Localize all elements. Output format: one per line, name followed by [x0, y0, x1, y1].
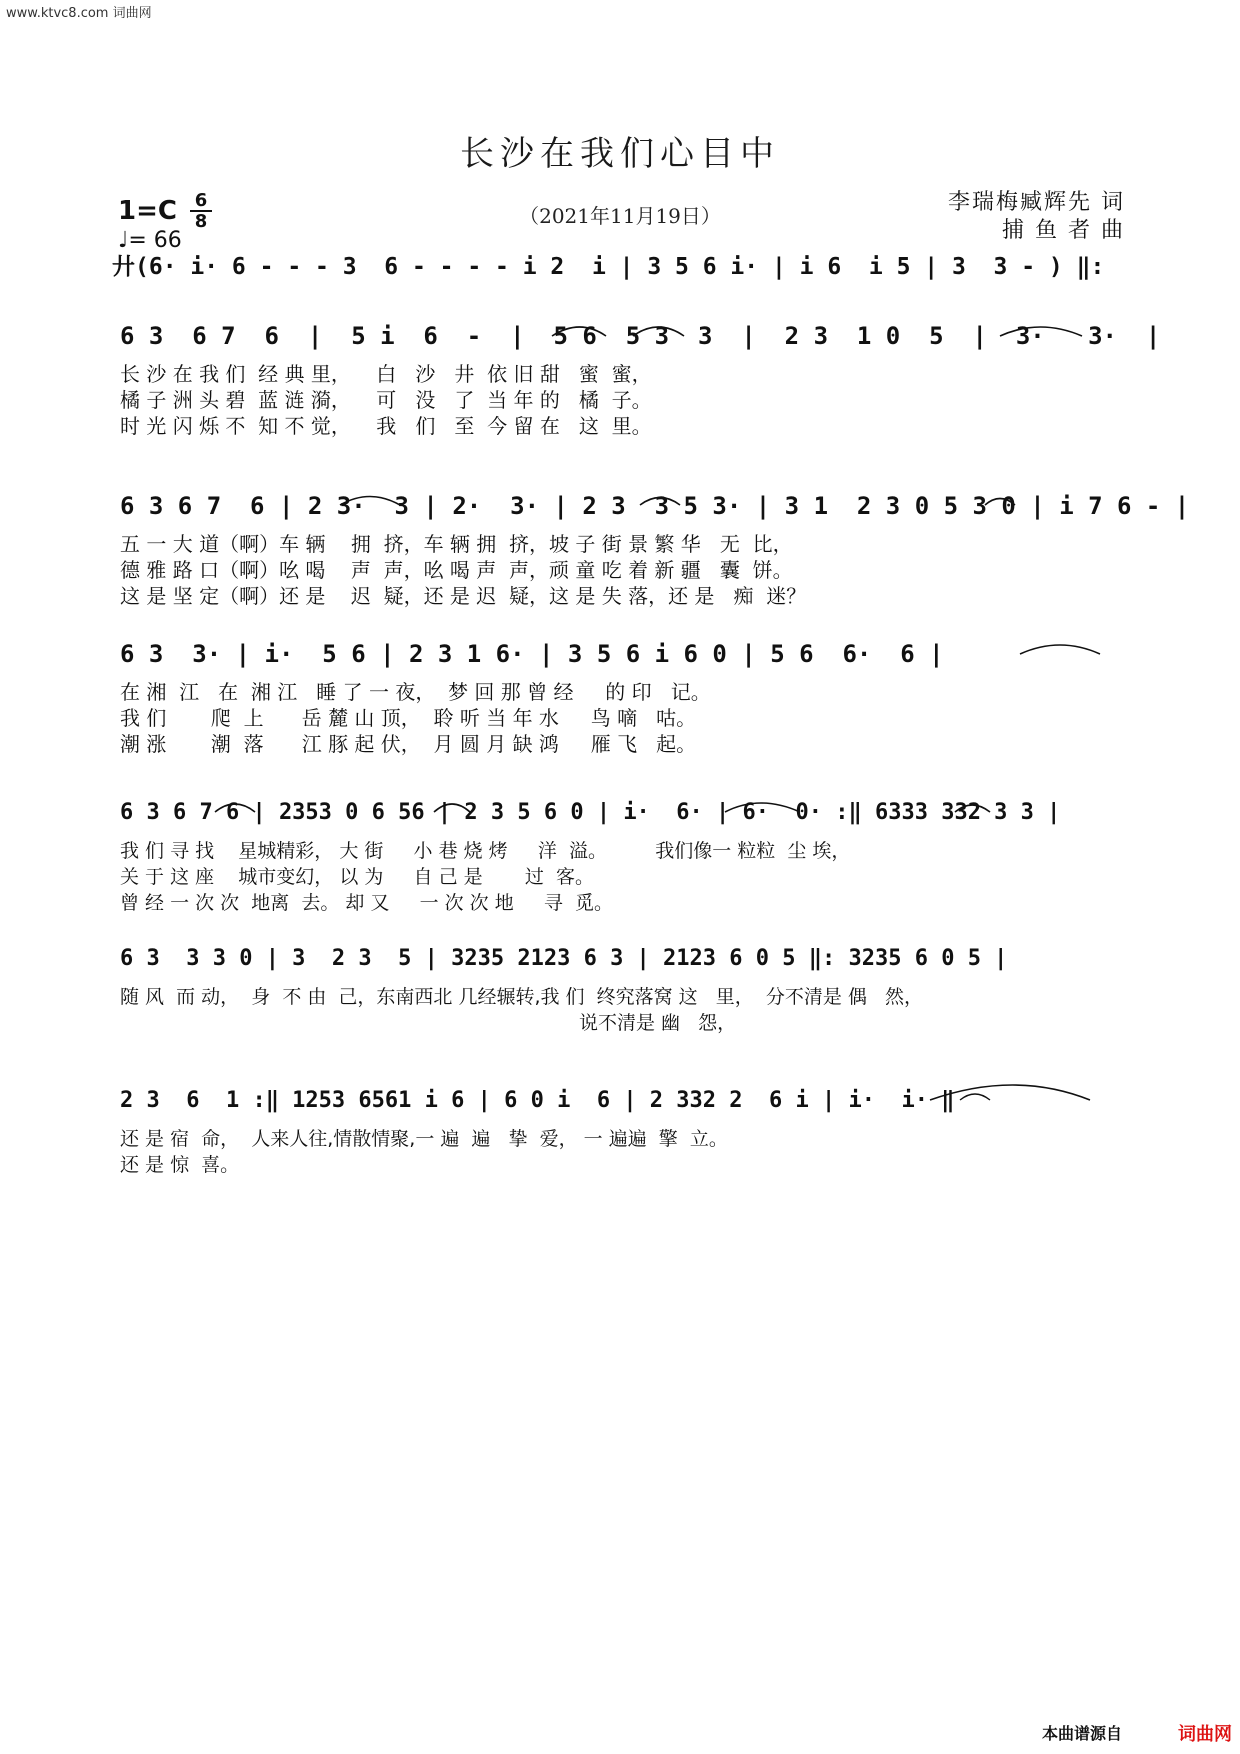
- footer-logo: 词曲网: [1178, 1724, 1232, 1745]
- composition-date: （2021年11月19日）: [519, 204, 721, 228]
- time-sig-top: 6: [194, 190, 208, 211]
- lyric-row-4-verse-3: 曾 经 一 次 次 地离 去。 却 又 一 次 次 地 寻 觅。: [120, 892, 613, 914]
- notation-row-intro: 廾(6· i· 6 - - - 3 6 - - - - i 2 i | 3 5 6 i· | i 6 i 5 | 3 3 - ) ‖:: [112, 254, 1105, 280]
- notation-row-5: 6 3 3 3 0 | 3 2 3 5 | 3235 2123 6 3 | 2123 6 0 5 ‖: 3235 6 0 5 |: [120, 946, 1008, 971]
- notation-row-1: 6 3 6 7 6 | 5 i 6 - | 5 6 5 3 3 | 2 3 1 0 5 | 3· 3· |: [120, 322, 1161, 350]
- composer-credit: 捕 鱼 者 曲: [1002, 218, 1125, 243]
- lyric-row-3-verse-2: 我 们 爬 上 岳 麓 山 顶， 聆 听 当 年 水 鸟 嘀 咕。: [120, 706, 697, 730]
- lyric-row-1-verse-3: 时 光 闪 烁 不 知 不 觉， 我 们 至 今 留 在 这 里。: [120, 414, 652, 438]
- lyric-row-2-verse-1: 五 一 大 道（啊）车 辆 拥 挤，车 辆 拥 挤，坡 子 街 景 繁 华 无 比，: [120, 532, 793, 556]
- notation-row-2: 6 3 6 7 6 | 2 3· 3 | 2· 3· | 2 3 3 5 3· | 3 1 2 3 0 5 3 0 | i 7 6 - |: [120, 492, 1190, 520]
- key-signature: 1=C: [118, 196, 177, 226]
- lyric-row-6-verse-1: 还 是 宿 命， 人来人往,情散情聚,一 遍 遍 挚 爱， 一 遍遍 擎 立。: [120, 1128, 728, 1150]
- lyric-row-4-verse-1: 我 们 寻 找 星城精彩， 大 街 小 巷 烧 烤 洋 溢。 我们像一 粒粒 尘 埃，: [120, 840, 851, 862]
- lyric-row-5-verse-1: 随 风 而 动， 身 不 由 己，东南西北 几经辗转,我 们 终究落窝 这 里， 分不清是 偶 然，: [120, 986, 924, 1008]
- lyric-row-1-verse-1: 长 沙 在 我 们 经 典 里， 白 沙 井 依 旧 甜 蜜 蜜，: [120, 362, 652, 386]
- lyric-row-1-verse-2: 橘 子 洲 头 碧 蓝 涟 漪， 可 没 了 当 年 的 橘 子。: [120, 388, 652, 412]
- footer-source-text: 本曲谱源自: [1041, 1724, 1122, 1743]
- lyric-row-2-verse-3: 这 是 坚 定（啊）还 是 迟 疑，还 是 迟 疑，这 是 失 落，还 是 痴 迷？: [120, 584, 807, 608]
- lyric-row-2-verse-2: 德 雅 路 口（啊）吆 喝 声 声，吆 喝 声 声，顽 童 吃 着 新 疆 囊 饼。: [120, 558, 793, 582]
- site-url: www.ktvc8.com 词曲网: [6, 6, 152, 21]
- lyric-row-6-verse-2: 还 是 惊 喜。: [120, 1154, 240, 1176]
- notation-row-6: 2 3 6 1 :‖ 1253 6561 i 6 | 6 0 i 6 | 2 332 2 6 i | i· i· ‖: [120, 1088, 955, 1113]
- lyric-row-5-verse-2: 说不清是 幽 怨，: [120, 1012, 737, 1034]
- lyric-row-4-verse-2: 关 于 这 座 城市变幻， 以 为 自 己 是 过 客。: [120, 866, 594, 888]
- song-title: 长沙在我们心目中: [460, 134, 780, 174]
- notation-row-3: 6 3 3· | i· 5 6 | 2 3 1 6· | 3 5 6 i 6 0 | 5 6 6· 6 |: [120, 640, 944, 668]
- lyric-row-3-verse-1: 在 湘 江 在 湘 江 睡 了 一 夜， 梦 回 那 曾 经 的 印 记。: [120, 680, 711, 704]
- lyric-row-3-verse-3: 潮 涨 潮 落 江 豚 起 伏， 月 圆 月 缺 鸿 雁 飞 起。: [120, 732, 697, 756]
- notation-row-4: 6 3 6 7 6 | 2353 0 6 56 | 2 3 5 6 0 | i· 6· | 6· 0· :‖ 6333 332 3 3 |: [120, 800, 1061, 825]
- lyricist-credit: 李瑞梅臧辉先 词: [948, 190, 1125, 215]
- time-sig-bottom: 8: [194, 211, 208, 232]
- tempo-marking: ♩= 66: [118, 228, 182, 253]
